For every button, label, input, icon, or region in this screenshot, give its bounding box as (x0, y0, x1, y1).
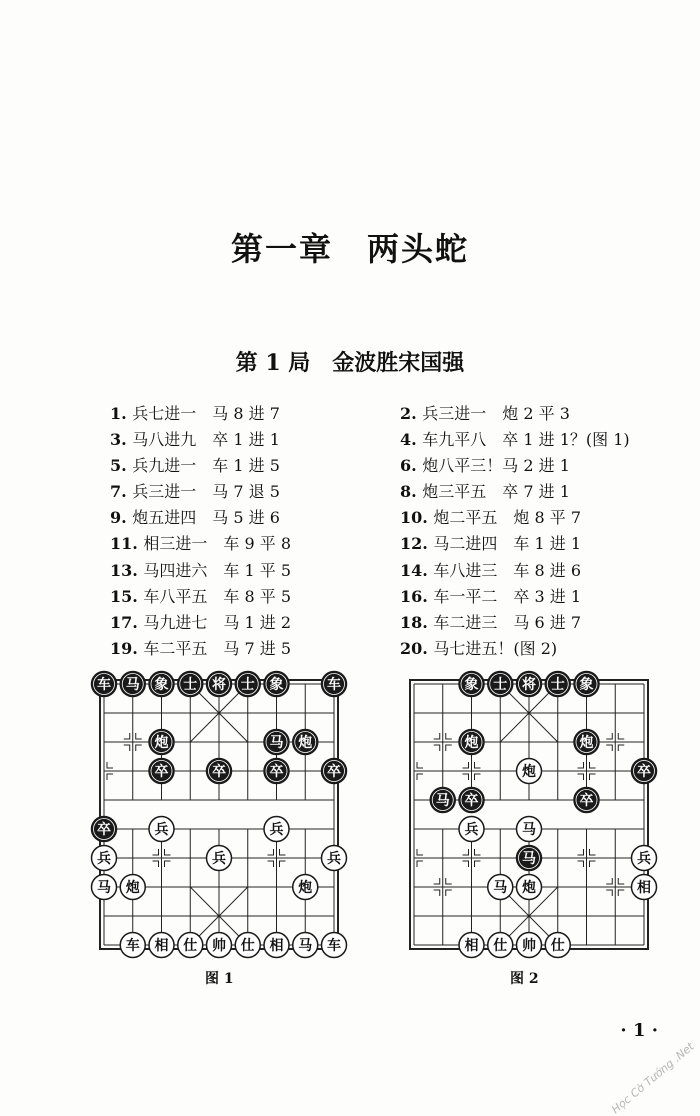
move-line (400, 479, 630, 505)
piece-black (207, 759, 232, 784)
piece-black (632, 759, 657, 784)
piece-label: 炮 (579, 735, 594, 751)
figure-2-caption: 图 2 (510, 971, 539, 987)
piece-red (632, 875, 657, 900)
piece-label: 卒 (464, 793, 479, 809)
moves-left-column (110, 401, 291, 662)
piece-label: 炮 (154, 735, 169, 751)
piece-label: 象 (154, 677, 169, 693)
piece-red (264, 933, 289, 958)
piece-black (178, 672, 203, 697)
piece-label: 炮 (298, 735, 313, 751)
piece-red (178, 933, 203, 958)
move-line (110, 401, 291, 427)
move-text: 马八进九 卒 1 进 1 (132, 430, 280, 450)
move-text: 炮三平五 卒 7 进 1 (422, 482, 570, 502)
piece-label: 卒 (579, 793, 594, 809)
move-line (400, 610, 630, 636)
move-text: 相三进一 车 9 平 8 (143, 534, 292, 554)
piece-black (92, 817, 117, 842)
piece-label: 士 (493, 677, 508, 693)
piece-label: 相 (637, 880, 651, 896)
piece-black (264, 730, 289, 755)
piece-label: 卒 (637, 764, 651, 780)
piece-label: 仕 (240, 938, 255, 954)
piece-red (293, 933, 318, 958)
piece-label: 卒 (154, 764, 169, 780)
piece-black (264, 759, 289, 784)
move-number: 15. (110, 586, 144, 606)
move-text: 炮五进四 马 5 进 6 (132, 508, 280, 528)
piece-label: 仕 (183, 938, 198, 954)
piece-label: 炮 (522, 880, 536, 896)
piece-red (545, 933, 570, 958)
piece-black (322, 759, 347, 784)
piece-red (632, 846, 657, 871)
piece-black (207, 672, 232, 697)
move-line (400, 558, 630, 584)
piece-label: 炮 (125, 880, 140, 896)
piece-label: 将 (212, 677, 226, 693)
piece-black (264, 672, 289, 697)
piece-red (517, 933, 542, 958)
chapter-title: 第一章 两头蛇 (230, 230, 469, 268)
move-text: 车二进三 马 6 进 7 (433, 612, 582, 632)
move-text: 马九进七 马 1 进 2 (143, 612, 292, 632)
move-number: 2. (400, 404, 423, 423)
piece-label: 士 (183, 677, 198, 693)
piece-label: 将 (522, 677, 536, 693)
move-number: 10. (400, 508, 434, 528)
piece-label: 兵 (327, 851, 341, 867)
piece-label: 象 (464, 677, 479, 693)
move-line (110, 453, 291, 479)
move-number: 3. (110, 430, 133, 450)
piece-black (293, 730, 318, 755)
piece-label: 炮 (522, 764, 536, 780)
piece-label: 卒 (97, 822, 111, 838)
piece-black (235, 672, 260, 697)
move-text: 马二进四 车 1 进 1 (433, 534, 582, 554)
piece-black (149, 672, 174, 697)
move-line (110, 427, 291, 453)
piece-red (459, 933, 484, 958)
piece-label: 炮 (464, 735, 479, 751)
xiangqi-board-1 (88, 668, 350, 960)
move-text: 车八进三 车 8 进 6 (433, 560, 582, 580)
piece-label: 马 (522, 822, 536, 838)
move-line (400, 505, 630, 531)
xiangqi-board-2 (398, 668, 660, 960)
piece-red (207, 846, 232, 871)
move-text: 兵三进一 炮 2 平 3 (422, 404, 570, 423)
piece-label: 帅 (212, 938, 226, 954)
piece-red (322, 933, 347, 958)
move-number: 11. (110, 534, 144, 554)
move-number: 4. (400, 430, 423, 450)
move-line (400, 531, 630, 557)
move-line (400, 636, 630, 662)
piece-label: 车 (327, 677, 341, 693)
move-text: 炮八平三！马 2 进 1 (422, 456, 570, 476)
piece-label: 卒 (212, 764, 226, 780)
piece-label: 马 (97, 880, 111, 896)
move-line (400, 401, 630, 427)
move-number: 19. (110, 638, 144, 658)
piece-black (459, 788, 484, 813)
piece-red (517, 875, 542, 900)
piece-label: 兵 (464, 822, 479, 838)
board-figure-1 (88, 668, 350, 964)
piece-label: 兵 (269, 822, 284, 838)
piece-label: 相 (154, 938, 169, 954)
move-line (110, 479, 291, 505)
move-number: 17. (110, 612, 144, 632)
move-text: 车一平二 卒 3 进 1 (433, 586, 582, 606)
move-number: 12. (400, 534, 434, 554)
piece-label: 仕 (493, 938, 508, 954)
move-line (400, 453, 630, 479)
move-line (110, 558, 291, 584)
move-number: 13. (110, 560, 144, 580)
figure-1-caption: 图 1 (205, 971, 234, 987)
piece-label: 炮 (298, 880, 313, 896)
piece-label: 马 (435, 793, 450, 809)
board-grid (100, 680, 338, 949)
move-number: 16. (400, 586, 434, 606)
page-number: · 1 · (620, 1020, 658, 1041)
piece-red (149, 933, 174, 958)
move-number: 18. (400, 612, 434, 632)
piece-black (574, 788, 599, 813)
piece-black (517, 672, 542, 697)
move-line (110, 610, 291, 636)
piece-black (120, 672, 145, 697)
piece-red (207, 933, 232, 958)
move-line (110, 505, 291, 531)
move-number: 20. (400, 638, 434, 658)
piece-red (488, 933, 513, 958)
piece-label: 马 (298, 938, 313, 954)
piece-red (517, 817, 542, 842)
move-line (110, 584, 291, 610)
piece-label: 象 (579, 677, 594, 693)
game-title: 第 1 局 金波胜宋国强 (235, 350, 465, 376)
piece-red (488, 875, 513, 900)
piece-red (92, 846, 117, 871)
move-number: 14. (400, 560, 434, 580)
piece-red (235, 933, 260, 958)
watermark: Học Cờ Tướng .Net (608, 1040, 697, 1116)
piece-label: 相 (269, 938, 284, 954)
piece-label: 士 (550, 677, 565, 693)
piece-black (149, 730, 174, 755)
piece-label: 马 (493, 880, 508, 896)
move-number: 8. (400, 482, 423, 502)
move-number: 7. (110, 482, 133, 502)
piece-label: 车 (97, 677, 111, 693)
move-text: 兵九进一 车 1 进 5 (132, 456, 280, 476)
moves-right-column (400, 401, 630, 662)
move-text: 炮二平五 炮 8 平 7 (433, 508, 582, 528)
piece-label: 兵 (97, 851, 111, 867)
piece-label: 象 (269, 677, 284, 693)
piece-label: 马 (269, 735, 284, 751)
move-text: 马七进五！(图 2) (433, 638, 558, 658)
piece-black (459, 730, 484, 755)
piece-label: 马 (522, 851, 536, 867)
piece-black (149, 759, 174, 784)
move-text: 车八平五 车 8 平 5 (143, 586, 292, 606)
piece-black (430, 788, 455, 813)
piece-label: 士 (240, 677, 255, 693)
piece-red (293, 875, 318, 900)
piece-black (92, 672, 117, 697)
piece-label: 兵 (154, 822, 169, 838)
move-number: 5. (110, 456, 133, 476)
piece-red (264, 817, 289, 842)
piece-black (488, 672, 513, 697)
piece-black (574, 672, 599, 697)
move-number: 9. (110, 508, 133, 528)
piece-red (120, 933, 145, 958)
piece-label: 帅 (522, 938, 536, 954)
move-line (400, 427, 630, 453)
piece-black (517, 846, 542, 871)
move-line (110, 531, 291, 557)
piece-red (459, 817, 484, 842)
piece-label: 卒 (327, 764, 341, 780)
piece-red (322, 846, 347, 871)
move-text: 车二平五 马 7 进 5 (143, 638, 292, 658)
piece-black (545, 672, 570, 697)
move-number: 1. (110, 404, 133, 423)
piece-label: 兵 (637, 851, 651, 867)
move-text: 兵三进一 马 7 退 5 (132, 482, 280, 502)
piece-red (149, 817, 174, 842)
piece-black (322, 672, 347, 697)
piece-label: 兵 (212, 851, 226, 867)
piece-label: 车 (327, 938, 341, 954)
move-line (110, 636, 291, 662)
piece-label: 马 (125, 677, 140, 693)
piece-label: 卒 (269, 764, 284, 780)
piece-red (92, 875, 117, 900)
board-grid (410, 680, 648, 949)
piece-red (120, 875, 145, 900)
piece-red (517, 759, 542, 784)
piece-label: 车 (125, 938, 140, 954)
move-text: 马四进六 车 1 平 5 (143, 560, 292, 580)
piece-label: 相 (464, 938, 479, 954)
move-text: 兵七进一 马 8 进 7 (132, 404, 280, 423)
board-figure-2 (398, 668, 660, 964)
move-number: 6. (400, 456, 423, 476)
move-text: 车九平八 卒 1 进 1？(图 1) (422, 430, 630, 450)
piece-label: 仕 (550, 938, 565, 954)
piece-black (459, 672, 484, 697)
move-line (400, 584, 630, 610)
piece-black (574, 730, 599, 755)
